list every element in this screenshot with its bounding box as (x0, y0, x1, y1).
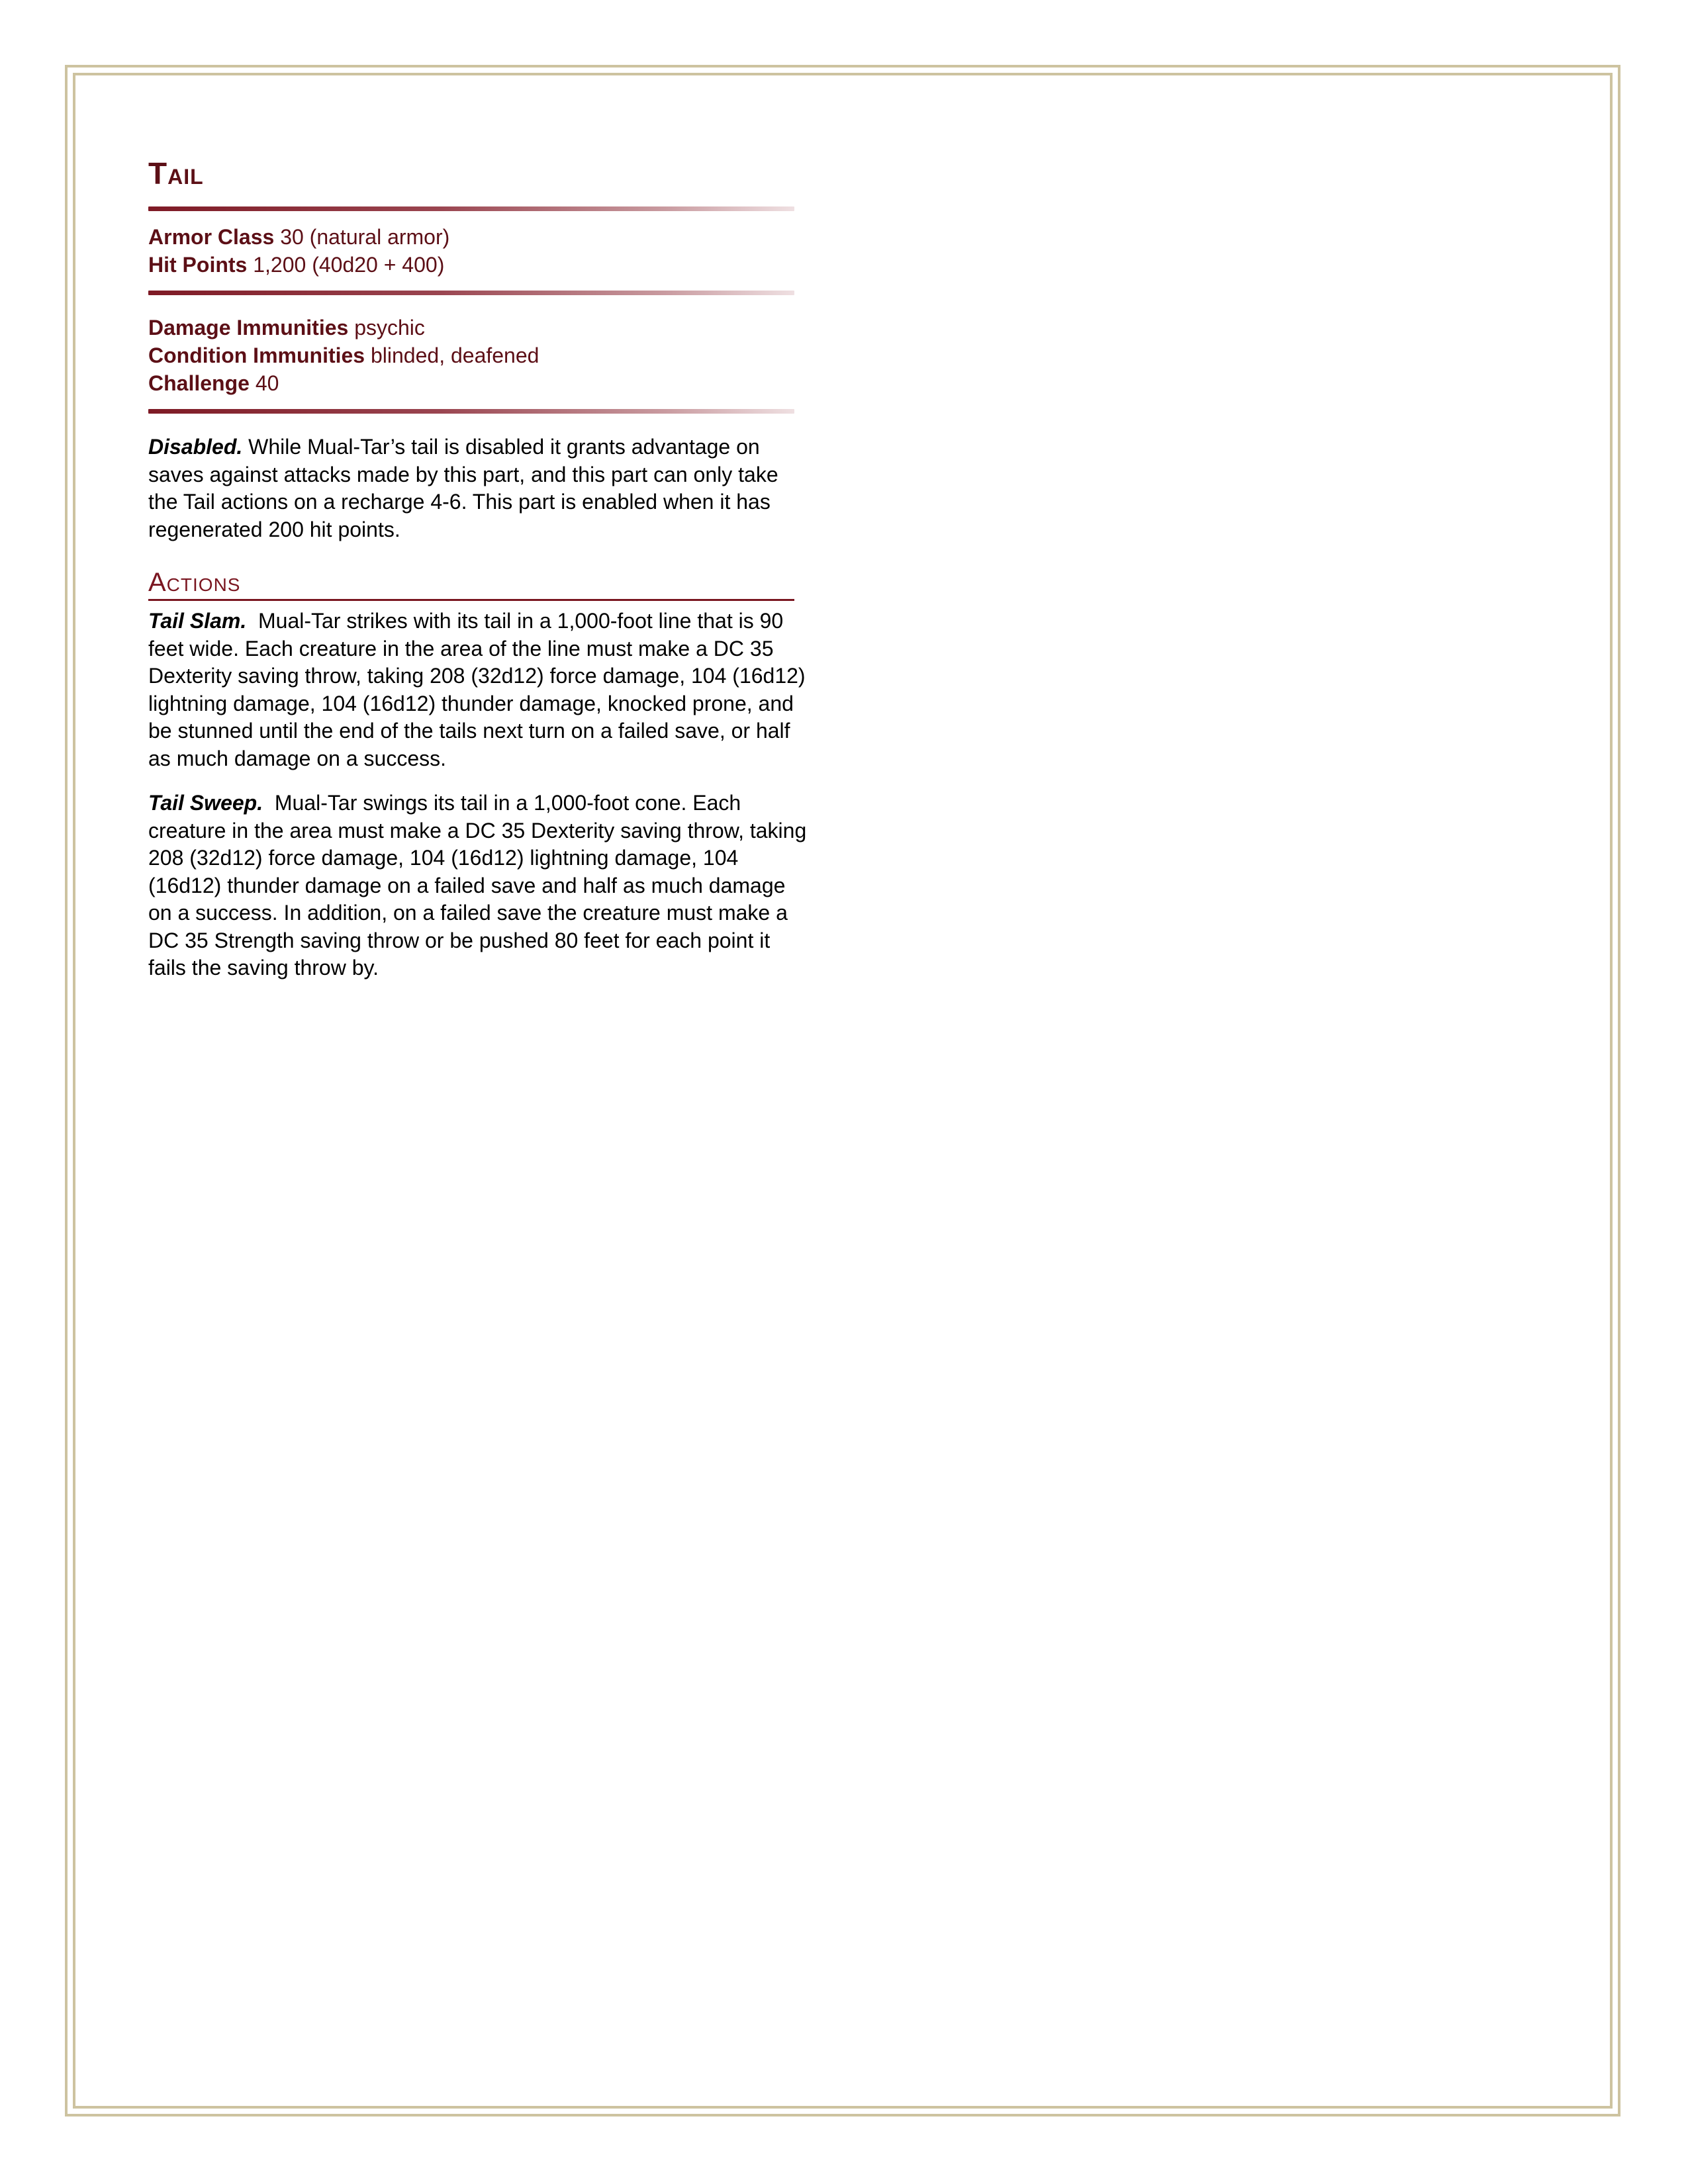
action-text: Mual-Tar swings its tail in a 1,000-foot cone. Each creature in the area must make a DC 35 Dexterity saving throw, taking 208 (32d12) force damage, 104 (16d12) lightning damage, 104 (16d12) thunder damage on a failed save and half as much damage on a success. In addition, on a failed save the creature must make a DC 35 Strength saving throw or be pushed 80 feet for each point it fails the saving throw by. (148, 791, 807, 979)
stat-block (148, 154, 810, 999)
trait-name: Disabled. (148, 435, 243, 459)
condition-immunities-label: Condition Immunities (148, 343, 365, 367)
action-tail-slam (148, 608, 810, 772)
hit-points-value: 1,200 (40d20 + 400) (253, 253, 445, 277)
action-text: Mual-Tar strikes with its tail in a 1,000-foot line that is 90 feet wide. Each creature in the area of the line must make a DC 35 Dexterity saving throw, taking 208 (32d12) force damage, 104 (16d12) lightning damage, 104 (16d12) thunder damage, knocked prone, and be stunned until the end of the tails next turn on a failed save, or half as much damage on a success. (148, 609, 806, 770)
damage-immunities-value: psychic (354, 316, 425, 340)
condition-immunities-value: blinded, deafened (370, 343, 539, 367)
divider-rule (148, 291, 794, 295)
actions-heading: Actions (148, 566, 794, 601)
trait-disabled (148, 433, 810, 543)
stat-block-title: Tail (148, 156, 204, 191)
challenge-value: 40 (255, 371, 279, 395)
armor-class-value: 30 (natural armor) (280, 225, 450, 249)
armor-class-line (148, 223, 810, 251)
action-tail-sweep (148, 790, 810, 982)
action-name: Tail Slam. (148, 609, 247, 633)
damage-immunities-label: Damage Immunities (148, 316, 349, 340)
challenge-label: Challenge (148, 371, 250, 395)
divider-rule (148, 409, 794, 414)
armor-class-label: Armor Class (148, 225, 275, 249)
condition-immunities-line (148, 341, 810, 369)
trait-text: While Mual-Tar’s tail is disabled it grants advantage on saves against attacks made by this part, and this part can only take the Tail actions on a recharge 4-6. This part is enabled when it has regenerated 200 hit points. (148, 435, 778, 541)
divider-rule (148, 206, 794, 211)
damage-immunities-line (148, 314, 810, 341)
hit-points-label: Hit Points (148, 253, 248, 277)
action-name: Tail Sweep. (148, 791, 263, 815)
challenge-line (148, 369, 810, 397)
hit-points-line (148, 251, 810, 279)
